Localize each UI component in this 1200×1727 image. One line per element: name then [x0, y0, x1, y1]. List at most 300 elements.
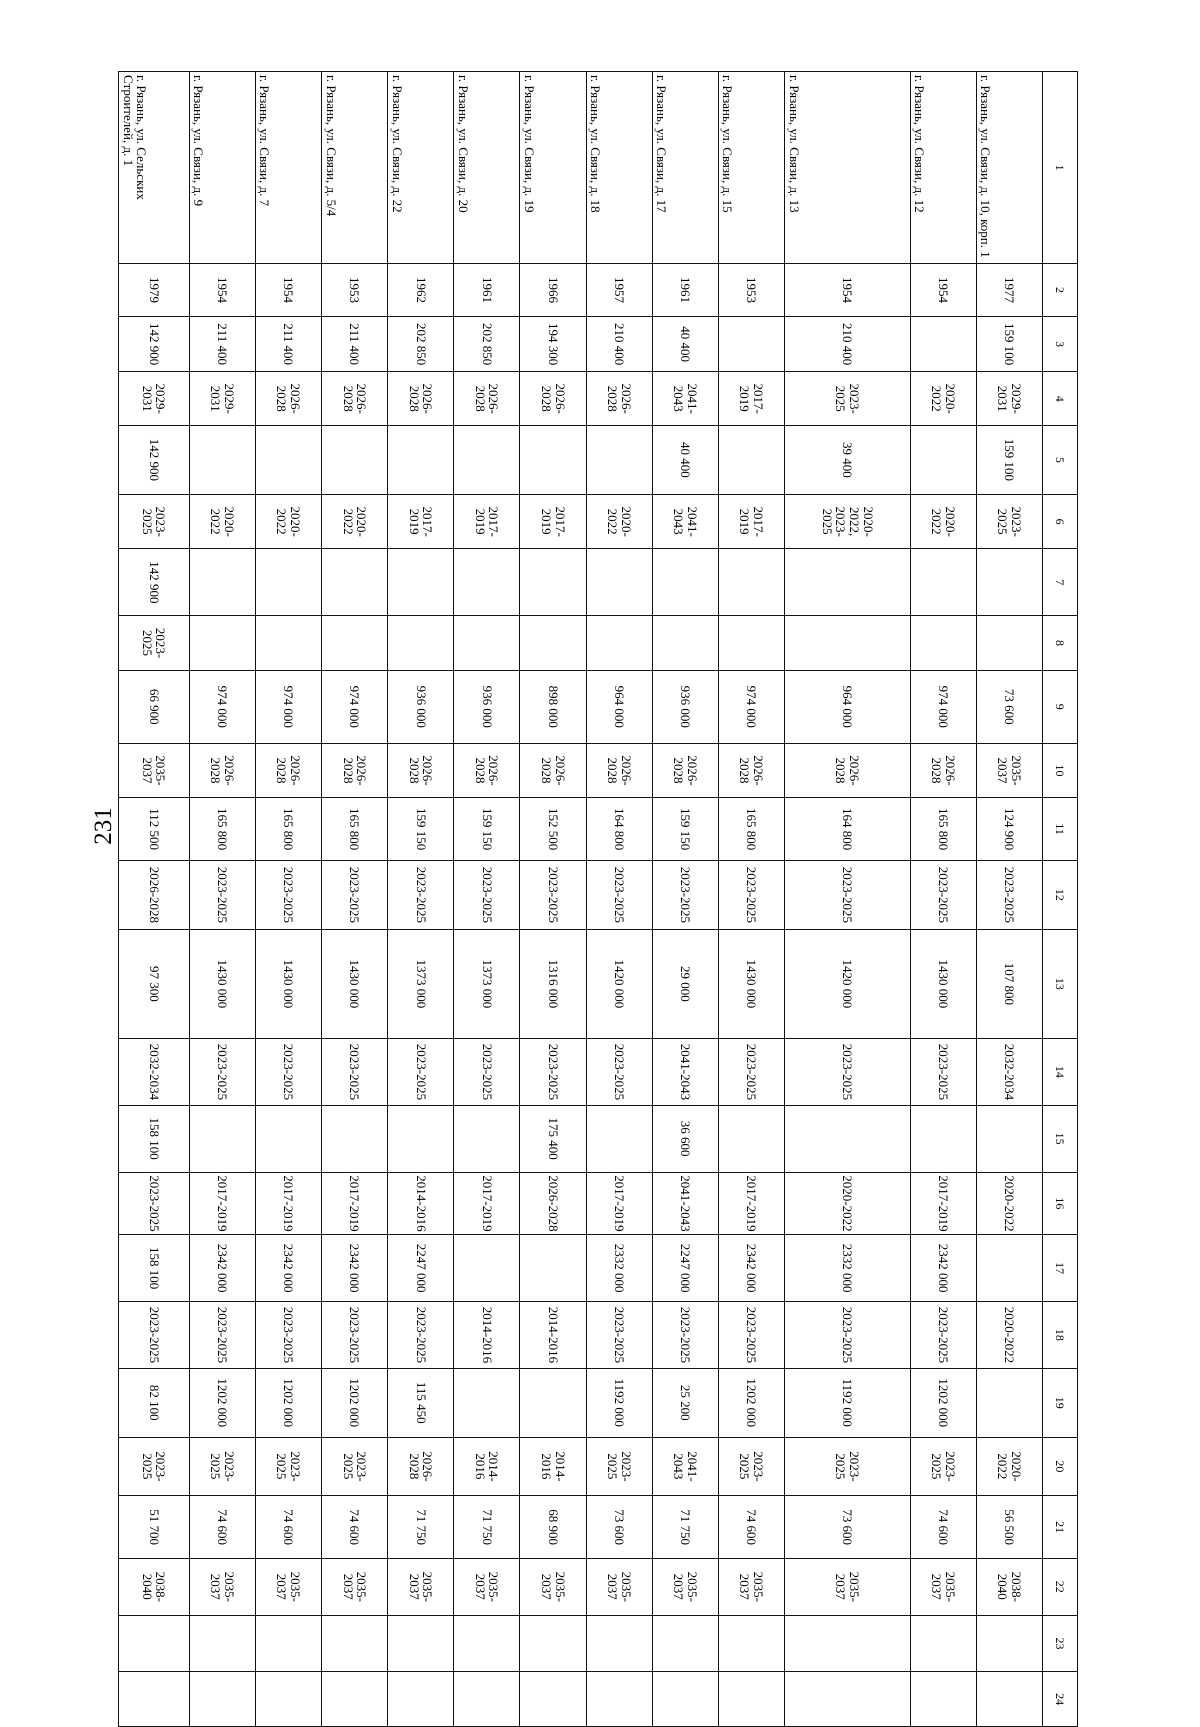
- table-cell: [976, 1105, 1042, 1172]
- table-row: [652, 72, 718, 1727]
- table-cell: [586, 549, 652, 616]
- table-cell: 2023-2025: [910, 861, 976, 930]
- table-cell: 164 800: [586, 798, 652, 861]
- table-cell: 2023-2025: [119, 1437, 190, 1496]
- table-cell: 1192 000: [784, 1368, 910, 1437]
- table-cell: [718, 316, 784, 372]
- table-cell: 2029-2031: [976, 372, 1042, 426]
- table-cell: 2014-2016: [454, 1437, 520, 1496]
- table-cell: [119, 1672, 190, 1727]
- table-cell: [976, 616, 1042, 671]
- table-cell: 2041-2043: [652, 494, 718, 549]
- table-cell: 2023-2025: [388, 1039, 454, 1106]
- table-cell: 2017-2019: [454, 1172, 520, 1235]
- table-cell: [454, 1615, 520, 1672]
- table-row: [321, 72, 387, 1727]
- table-cell: [586, 1615, 652, 1672]
- table-cell: 165 800: [189, 798, 255, 861]
- table-cell: 2014-2016: [520, 1302, 586, 1369]
- table-cell: 2014-2016: [520, 1437, 586, 1496]
- table-cell: 2332 000: [586, 1235, 652, 1302]
- table-cell: [388, 1672, 454, 1727]
- table-cell: 2020-2022: [255, 494, 321, 549]
- table-cell: 71 750: [454, 1496, 520, 1559]
- table-cell: [255, 549, 321, 616]
- table-cell: 1373 000: [454, 929, 520, 1038]
- table-cell: 2038-2040: [976, 1558, 1042, 1615]
- table-cell: 152 500: [520, 798, 586, 861]
- table-cell: 2026-2028: [321, 743, 387, 798]
- table-cell: 2023-2025: [189, 861, 255, 930]
- table-cell: 2023-2025: [454, 861, 520, 930]
- table-cell: [255, 1105, 321, 1172]
- table-cell: 2017-2019: [255, 1172, 321, 1235]
- table-cell: 964 000: [784, 670, 910, 743]
- table-cell: 2020-2022: [586, 494, 652, 549]
- table-cell: 2023-2025: [910, 1437, 976, 1496]
- table-cell: 2026-2028: [388, 1437, 454, 1496]
- table-cell: 2026-2028: [652, 743, 718, 798]
- table-cell: [321, 1672, 387, 1727]
- column-header: 13: [1043, 929, 1078, 1038]
- table-cell: 1202 000: [321, 1368, 387, 1437]
- table-row: [454, 72, 520, 1727]
- column-header: 23: [1043, 1615, 1078, 1672]
- table-cell: 2026-2028: [255, 743, 321, 798]
- table-cell: 73 600: [586, 1496, 652, 1559]
- table-body: [119, 72, 1043, 1727]
- table-cell: 73 600: [784, 1496, 910, 1559]
- table-cell: 898 000: [520, 670, 586, 743]
- table-row: [784, 72, 910, 1727]
- table-cell: 115 450: [388, 1368, 454, 1437]
- table-cell: 107 800: [976, 929, 1042, 1038]
- table-cell: [586, 1105, 652, 1172]
- address-cell: г. Рязань, ул. Связи, д. 9: [189, 72, 255, 264]
- table-cell: 2023-2025: [388, 1302, 454, 1369]
- table-cell: 1420 000: [586, 929, 652, 1038]
- table-cell: 1202 000: [910, 1368, 976, 1437]
- column-header: 12: [1043, 861, 1078, 930]
- table-cell: 2023-2025: [718, 1302, 784, 1369]
- column-header: 3: [1043, 316, 1078, 372]
- address-cell: г. Рязань, ул. Связи, д. 19: [520, 72, 586, 264]
- table-cell: 66 900: [119, 670, 190, 743]
- table-cell: 2035-2037: [910, 1558, 976, 1615]
- table-cell: 158 100: [119, 1235, 190, 1302]
- table-cell: 1420 000: [784, 929, 910, 1038]
- table-cell: 1954: [784, 264, 910, 317]
- table-cell: 2023-2025: [586, 1437, 652, 1496]
- table-cell: [388, 426, 454, 495]
- table-cell: 164 800: [784, 798, 910, 861]
- table-cell: 2035-2037: [454, 1558, 520, 1615]
- table-cell: 2026-2028: [388, 743, 454, 798]
- address-cell: г. Рязань, ул. Связи, д. 18: [586, 72, 652, 264]
- table-cell: 68 900: [520, 1496, 586, 1559]
- table-cell: 1202 000: [189, 1368, 255, 1437]
- table-cell: 2041-2043: [652, 1437, 718, 1496]
- table-row: [910, 72, 976, 1727]
- table-cell: 29 000: [652, 929, 718, 1038]
- table-cell: 36 600: [652, 1105, 718, 1172]
- column-header: 7: [1043, 549, 1078, 616]
- table-cell: 2020-2022: [976, 1437, 1042, 1496]
- table-cell: [189, 1672, 255, 1727]
- column-header: 10: [1043, 743, 1078, 798]
- table-cell: 1977: [976, 264, 1042, 317]
- table-cell: 2023-2025: [718, 1039, 784, 1106]
- table-cell: 2020-2022: [976, 1172, 1042, 1235]
- table-cell: [388, 616, 454, 671]
- table-cell: 2035-2037: [255, 1558, 321, 1615]
- table-cell: 202 850: [454, 316, 520, 372]
- table-cell: 2017-2019: [189, 1172, 255, 1235]
- table-container: [118, 71, 1078, 1727]
- address-cell: г. Рязань, ул. Связи, д. 13: [784, 72, 910, 264]
- table-cell: 1953: [321, 264, 387, 317]
- table-cell: [321, 1105, 387, 1172]
- table-cell: 159 150: [652, 798, 718, 861]
- table-cell: 2023-2025: [718, 861, 784, 930]
- table-cell: [784, 616, 910, 671]
- table-cell: 2023-2025: [388, 861, 454, 930]
- table-cell: [976, 1615, 1042, 1672]
- table-cell: 159 100: [976, 426, 1042, 495]
- table-cell: 124 900: [976, 798, 1042, 861]
- table-cell: 56 500: [976, 1496, 1042, 1559]
- table-cell: [119, 1615, 190, 1672]
- table-cell: 1957: [586, 264, 652, 317]
- table-cell: 2035-2037: [189, 1558, 255, 1615]
- table-cell: 1430 000: [255, 929, 321, 1038]
- table-cell: [520, 549, 586, 616]
- table-cell: 936 000: [388, 670, 454, 743]
- table-cell: 2026-2028: [388, 372, 454, 426]
- table-cell: 2029-2031: [119, 372, 190, 426]
- table-cell: 211 400: [189, 316, 255, 372]
- table-cell: 2026-2028: [321, 372, 387, 426]
- column-header: 17: [1043, 1235, 1078, 1302]
- table-cell: [910, 1105, 976, 1172]
- table-cell: 142 900: [119, 426, 190, 495]
- table-cell: [388, 1615, 454, 1672]
- table-cell: 2026-2028: [520, 743, 586, 798]
- column-header: 6: [1043, 494, 1078, 549]
- table-cell: [520, 1235, 586, 1302]
- table-cell: 1966: [520, 264, 586, 317]
- table-cell: [255, 1615, 321, 1672]
- address-cell: г. Рязань, ул. Связи, д. 10, корп. 1: [976, 72, 1042, 264]
- column-header: 19: [1043, 1368, 1078, 1437]
- table-row: [718, 72, 784, 1727]
- table-cell: 2342 000: [910, 1235, 976, 1302]
- table-cell: 2023-2025: [189, 1302, 255, 1369]
- table-cell: 2023-2025: [784, 1302, 910, 1369]
- table-cell: 2023-2025: [321, 861, 387, 930]
- table-cell: 2023-2025: [119, 616, 190, 671]
- column-header: 11: [1043, 798, 1078, 861]
- table-cell: 71 750: [652, 1496, 718, 1559]
- table-cell: 210 400: [586, 316, 652, 372]
- table-cell: 2023-2025: [652, 1302, 718, 1369]
- table-row: [586, 72, 652, 1727]
- table-cell: 2035-2037: [718, 1558, 784, 1615]
- table-cell: 2023-2025: [976, 861, 1042, 930]
- table-cell: 2247 000: [652, 1235, 718, 1302]
- column-header: 4: [1043, 372, 1078, 426]
- table-row: [388, 72, 454, 1727]
- table-row: [189, 72, 255, 1727]
- table-cell: [520, 1368, 586, 1437]
- table-cell: 2023-2025: [321, 1437, 387, 1496]
- table-cell: 1373 000: [388, 929, 454, 1038]
- table-cell: 159 150: [454, 798, 520, 861]
- address-cell: г. Рязань, ул. Связи, д. 12: [910, 72, 976, 264]
- table-cell: [321, 1615, 387, 1672]
- table-cell: 2041-2043: [652, 372, 718, 426]
- table-cell: [784, 1615, 910, 1672]
- table-cell: [189, 616, 255, 671]
- table-cell: 39 400: [784, 426, 910, 495]
- address-cell: г. Рязань, ул. Сельских Строителей, д. 1: [119, 72, 190, 264]
- table-cell: 2026-2028: [718, 743, 784, 798]
- table-cell: [976, 1368, 1042, 1437]
- table-cell: [189, 426, 255, 495]
- table-cell: 2023-2025: [119, 1302, 190, 1369]
- table-cell: 2023-2025: [586, 861, 652, 930]
- table-cell: 2026-2028: [255, 372, 321, 426]
- table-cell: 2023-2025: [520, 1039, 586, 1106]
- table-cell: 2032-2034: [976, 1039, 1042, 1106]
- table-cell: 2342 000: [255, 1235, 321, 1302]
- table-cell: 2023-2025: [586, 1039, 652, 1106]
- column-header: 5: [1043, 426, 1078, 495]
- table-cell: 2026-2028: [586, 372, 652, 426]
- table-row: [255, 72, 321, 1727]
- table-cell: 2035-2037: [520, 1558, 586, 1615]
- table-cell: [718, 1105, 784, 1172]
- table-cell: 210 400: [784, 316, 910, 372]
- table-cell: 2026-2028: [454, 372, 520, 426]
- table-cell: 159 100: [976, 316, 1042, 372]
- table-cell: 2023-2025: [910, 1039, 976, 1106]
- table-cell: [718, 616, 784, 671]
- table-cell: 1961: [652, 264, 718, 317]
- table-cell: [520, 1672, 586, 1727]
- table-cell: 1953: [718, 264, 784, 317]
- table-cell: 974 000: [718, 670, 784, 743]
- table-cell: 2017-2019: [718, 372, 784, 426]
- table-cell: [910, 426, 976, 495]
- table-cell: 1954: [910, 264, 976, 317]
- table-cell: [454, 549, 520, 616]
- table-cell: 2041-2043: [652, 1039, 718, 1106]
- table-cell: 142 900: [119, 316, 190, 372]
- table-cell: [910, 549, 976, 616]
- table-cell: 2023-2025: [520, 861, 586, 930]
- table-cell: 2017-2019: [520, 494, 586, 549]
- table-cell: [976, 549, 1042, 616]
- table-cell: 2023-2025: [255, 861, 321, 930]
- address-cell: г. Рязань, ул. Связи, д. 7: [255, 72, 321, 264]
- table-cell: 2026-2028: [784, 743, 910, 798]
- table-cell: 211 400: [321, 316, 387, 372]
- table-row: [119, 72, 190, 1727]
- table-row: [520, 72, 586, 1727]
- table-cell: 74 600: [718, 1496, 784, 1559]
- table-cell: 97 300: [119, 929, 190, 1038]
- table-cell: 2020-2022: [784, 1172, 910, 1235]
- table-cell: 112 500: [119, 798, 190, 861]
- address-cell: г. Рязань, ул. Связи, д. 15: [718, 72, 784, 264]
- table-cell: 974 000: [255, 670, 321, 743]
- column-header: 9: [1043, 670, 1078, 743]
- table-cell: 2342 000: [718, 1235, 784, 1302]
- table-cell: [454, 1105, 520, 1172]
- table-cell: 2023-2025: [652, 861, 718, 930]
- table-cell: [976, 1672, 1042, 1727]
- table-cell: 2023-2025: [586, 1302, 652, 1369]
- column-header: 15: [1043, 1105, 1078, 1172]
- table-cell: 1316 000: [520, 929, 586, 1038]
- table-cell: [454, 1368, 520, 1437]
- table-cell: 73 600: [976, 670, 1042, 743]
- table-cell: [321, 549, 387, 616]
- column-header: 8: [1043, 616, 1078, 671]
- table-cell: [255, 616, 321, 671]
- table-cell: [189, 549, 255, 616]
- table-cell: 1962: [388, 264, 454, 317]
- table-cell: [520, 1615, 586, 1672]
- table-cell: 1430 000: [718, 929, 784, 1038]
- table-cell: 2029-2031: [189, 372, 255, 426]
- table-cell: 1192 000: [586, 1368, 652, 1437]
- table-cell: 82 100: [119, 1368, 190, 1437]
- table-cell: 2342 000: [321, 1235, 387, 1302]
- table-cell: 2014-2016: [388, 1172, 454, 1235]
- table-cell: [652, 1672, 718, 1727]
- table-cell: 1954: [189, 264, 255, 317]
- table-cell: 211 400: [255, 316, 321, 372]
- table-cell: 2026-2028: [119, 861, 190, 930]
- table-cell: 175 400: [520, 1105, 586, 1172]
- table-cell: [388, 549, 454, 616]
- table-cell: 2017-2019: [388, 494, 454, 549]
- table-cell: 25 200: [652, 1368, 718, 1437]
- table-cell: 2023-2025: [976, 494, 1042, 549]
- table-cell: 2023-2025: [119, 494, 190, 549]
- table-cell: [520, 426, 586, 495]
- table-cell: 74 600: [910, 1496, 976, 1559]
- table-cell: [454, 1235, 520, 1302]
- table-cell: 2023-2025: [784, 861, 910, 930]
- column-header: 2: [1043, 264, 1078, 317]
- table-cell: [454, 1672, 520, 1727]
- table-cell: 974 000: [189, 670, 255, 743]
- table-cell: [652, 616, 718, 671]
- column-header: 20: [1043, 1437, 1078, 1496]
- table-cell: 158 100: [119, 1105, 190, 1172]
- table-cell: 964 000: [586, 670, 652, 743]
- table-cell: 2026-2028: [520, 1172, 586, 1235]
- table-cell: 936 000: [454, 670, 520, 743]
- table-cell: [189, 1105, 255, 1172]
- table-cell: 2023-2025: [784, 1437, 910, 1496]
- table-cell: 2035-2037: [784, 1558, 910, 1615]
- table-cell: 74 600: [189, 1496, 255, 1559]
- table-cell: 2023-2025: [321, 1302, 387, 1369]
- table-cell: 2017-2019: [454, 494, 520, 549]
- table-cell: [586, 616, 652, 671]
- table-cell: [910, 1672, 976, 1727]
- table-cell: 194 300: [520, 316, 586, 372]
- table-cell: 51 700: [119, 1496, 190, 1559]
- table-cell: 2023-2025: [718, 1437, 784, 1496]
- table-cell: [454, 426, 520, 495]
- table-cell: 2023-2025: [255, 1039, 321, 1106]
- table-cell: 2023-2025: [189, 1437, 255, 1496]
- column-header: 22: [1043, 1558, 1078, 1615]
- table-cell: 2017-2019: [586, 1172, 652, 1235]
- table-cell: 40 400: [652, 316, 718, 372]
- table-cell: 2026-2028: [586, 743, 652, 798]
- table-cell: [388, 1105, 454, 1172]
- table-cell: [718, 1672, 784, 1727]
- table-cell: 1961: [454, 264, 520, 317]
- column-header: 18: [1043, 1302, 1078, 1369]
- table-cell: 74 600: [321, 1496, 387, 1559]
- table-cell: 2342 000: [189, 1235, 255, 1302]
- address-cell: г. Рязань, ул. Связи, д. 5/4: [321, 72, 387, 264]
- header-row: [1043, 72, 1078, 1727]
- table-cell: 2332 000: [784, 1235, 910, 1302]
- column-header: 24: [1043, 1672, 1078, 1727]
- table-cell: 2020-2022: [910, 372, 976, 426]
- table-cell: [520, 616, 586, 671]
- table-cell: [718, 549, 784, 616]
- table-cell: 1979: [119, 264, 190, 317]
- table-cell: 165 800: [321, 798, 387, 861]
- table-cell: 2023-2025: [910, 1302, 976, 1369]
- table-cell: 74 600: [255, 1496, 321, 1559]
- table-cell: 2020-2022: [321, 494, 387, 549]
- table-cell: 2023-2025: [784, 372, 910, 426]
- table-cell: [784, 549, 910, 616]
- table-cell: 165 800: [255, 798, 321, 861]
- table-cell: 2017-2019: [910, 1172, 976, 1235]
- table-cell: [718, 1615, 784, 1672]
- table-cell: 2035-2037: [119, 743, 190, 798]
- table-cell: 2014-2016: [454, 1302, 520, 1369]
- table-cell: 71 750: [388, 1496, 454, 1559]
- table-cell: 2023-2025: [119, 1172, 190, 1235]
- repair-schedule-table: [118, 71, 1078, 1727]
- table-cell: 2017-2019: [718, 1172, 784, 1235]
- table-cell: [454, 616, 520, 671]
- table-cell: [652, 1615, 718, 1672]
- table-cell: [910, 616, 976, 671]
- column-header: 16: [1043, 1172, 1078, 1235]
- table-cell: 2020-2022: [976, 1302, 1042, 1369]
- table-cell: 2023-2025: [255, 1437, 321, 1496]
- column-header: 14: [1043, 1039, 1078, 1106]
- table-cell: [586, 1672, 652, 1727]
- table-cell: [910, 316, 976, 372]
- table-cell: [189, 1615, 255, 1672]
- table-cell: 2026-2028: [910, 743, 976, 798]
- table-cell: [652, 549, 718, 616]
